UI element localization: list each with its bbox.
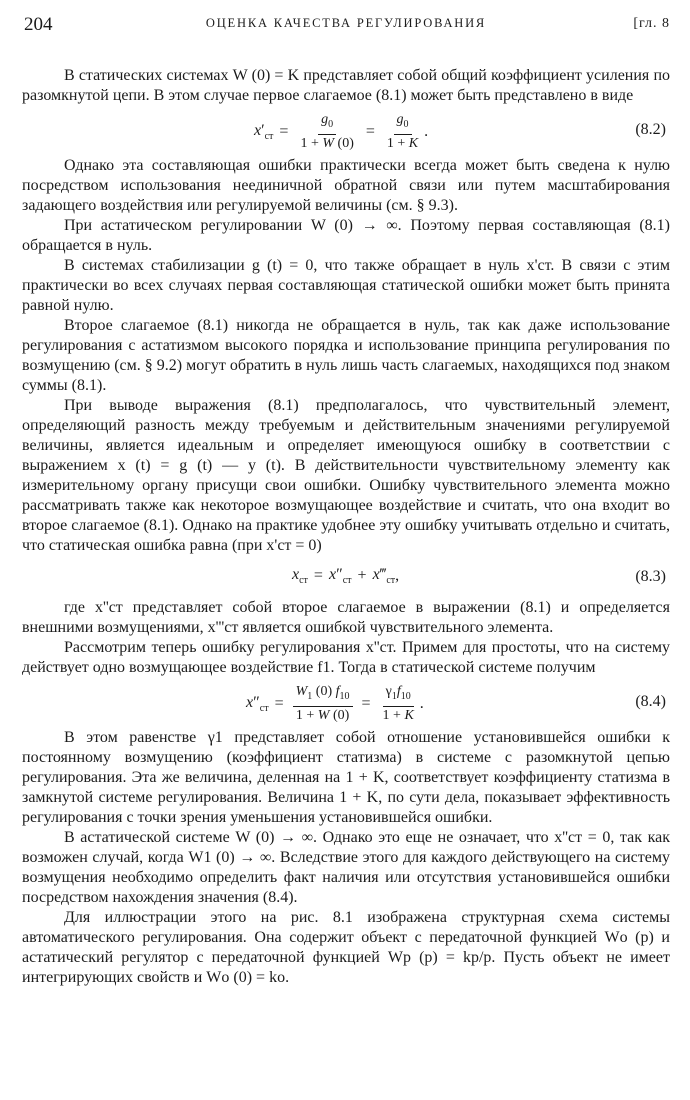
paragraph-7: где x''ст представляет собой второе слагаемое в выражении (8.1) и определяется внешними возмущениями, x'''ст является ошибкой чувствительного элемента.: [22, 599, 670, 636]
equation-8-3: [22, 556, 670, 598]
paragraph-5: Второе слагаемое (8.1) никогда не обращается в нуль, так как даже использование регулирования с астатизмом высокого порядка и использование принципа регулирования по возмущению (см. § 9.2) могут обратить в нуль лишь часть слагаемых, находящихся под знаком суммы (8.1).: [22, 317, 670, 394]
equation-8-2: [22, 106, 670, 156]
paragraph-3: При астатическом регулировании W (0) → ∞. Поэтому первая составляющая (8.1) обращается в нуль.: [22, 217, 670, 254]
paragraph-1: В статических системах W (0) = K представляет собой общий коэффициент усиления по разомкнутой цепи. В этом случае первое слагаемое (8.1) может быть представлено в виде: [22, 67, 670, 104]
paragraph-4: В системах стабилизации g (t) = 0, что также обращает в нуль x'ст. В связи с этим практически во всех случаях первая составляющая статической ошибки может быть принята равной нулю.: [22, 257, 670, 314]
paragraph-11: Для иллюстрации этого на рис. 8.1 изображена структурная схема системы автоматического регулирования. Она содержит объект с передаточной функцией Wо (p) и астатический регулятор с передаточной функцией Wр (p) = kр/p. Пусть объект не имеет интегрирующих свойств и Wо (0) = kо.: [22, 909, 670, 986]
paragraph-2: Однако эта составляющая ошибки практически всегда может быть сведена к нулю посредством использования неединичной обратной связи или путем масштабирования задающего воздействия или регулируемой величины (см. § 9.3).: [22, 157, 670, 214]
equation-8-4-formula: $x''_{ст}$ = $\frac{W_1 (0) f_{10}}{1 + W (0)}$ = $\frac{\gamma_1f_{10}}{1 + K}$ .: [246, 684, 424, 723]
equation-8-4-number: (8.4): [635, 693, 666, 710]
equation-8-3-number: (8.3): [635, 568, 666, 585]
book-page: [22, 10, 670, 988]
running-title: ОЦЕНКА КАЧЕСТВА РЕГУЛИРОВАНИЯ: [205, 16, 487, 30]
chapter-marker: [гл. 8: [633, 16, 670, 31]
equation-8-2-formula: $x'_{ст}$ = $\frac{g_0}{1 + W (0)}$ = $\frac{g_0}{1 + K}$ .: [254, 112, 429, 151]
page-body: [22, 66, 670, 988]
paragraph-9: В этом равенстве γ1 представляет собой отношение установившейся ошибки к постоянному возмущению (коэффициент статизма) в системе с разомкнутой цепью регулирования. Эта же величина, деленная на 1 + K, соответствует коэффициенту статизма в замкнутой системе регулирования. Величина 1 + K, по сути дела, показывает эффективность регулирования с точки зрения уменьшения установившейся ошибки.: [22, 729, 670, 826]
equation-8-3-formula: $x_{ст}$ = $x''_{ст}$ + $x‴_{ст}$ ,: [292, 566, 400, 587]
page-number: 204: [24, 14, 53, 35]
paragraph-10: В астатической системе W (0) → ∞. Однако это еще не означает, что x''ст = 0, так как возможен случай, когда W1 (0) → ∞. Вследствие этого для каждого действующего на систему возмущения необходимо определить факт наличия или отсутствия установившейся ошибки посредством нахождения значения (8.4).: [22, 829, 670, 906]
equation-8-2-number: (8.2): [635, 121, 666, 138]
paragraph-6: При выводе выражения (8.1) предполагалось, что чувствительный элемент, определяющий разность между требуемым и действительным значениями регулируемой величины, является идеальным и определяет имеющуюся ошибку в соответствии с выражением x (t) = g (t) — y (t). В действительности чувствительному элементу как измерительному органу присущи свои ошибки. Ошибку чувствительного элемента можно рассматривать также как некоторое возмущающее воздействие и считать, что она входит во второе слагаемое (8.1). Однако на практике удобнее эту ошибку учитывать отдельно и считать, что статическая ошибка равна (при x'ст = 0): [22, 397, 670, 554]
running-header: [22, 10, 670, 36]
paragraph-8: Рассмотрим теперь ошибку регулирования x''ст. Примем для простоты, что на систему действует одно возмущающее воздействие f1. Тогда в статической системе получим: [22, 639, 670, 676]
equation-8-4: [22, 678, 670, 728]
